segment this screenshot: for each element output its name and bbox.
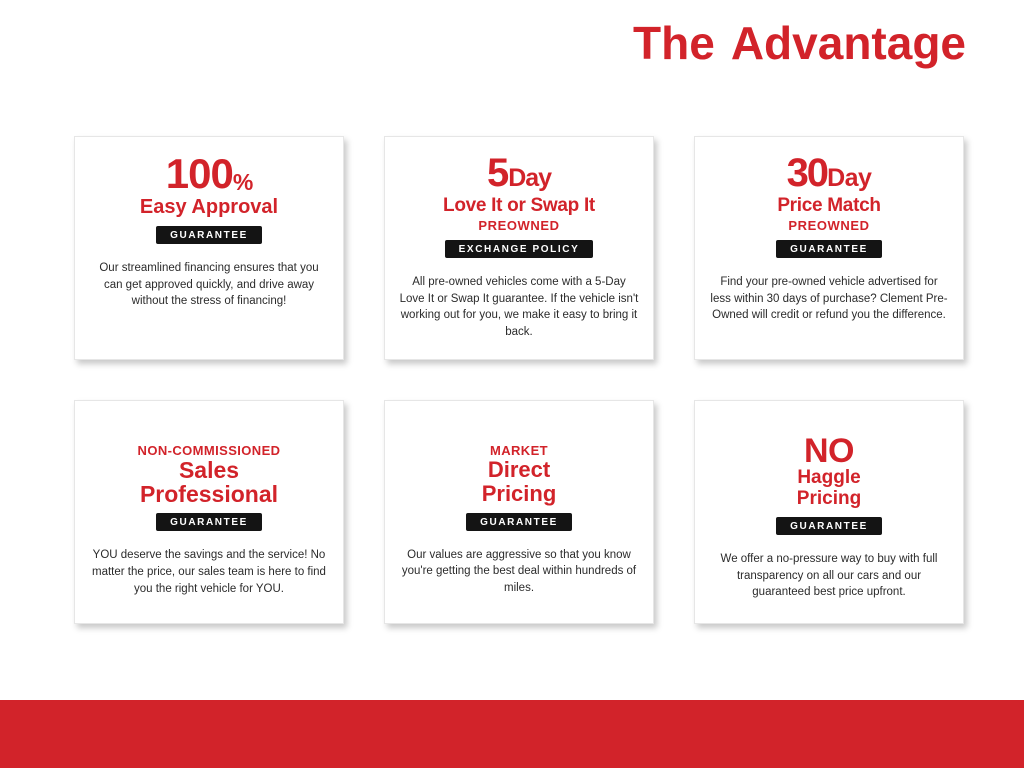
card-non-commissioned-sales[interactable] — [74, 400, 344, 624]
headline-number: 30 — [786, 151, 828, 195]
headline-number: 5 — [486, 151, 509, 195]
status-badge: GUARANTEE — [776, 240, 882, 258]
card-love-it-or-swap-it[interactable] — [384, 136, 654, 360]
card-easy-approval[interactable] — [74, 136, 344, 360]
card-body: All pre-owned vehicles come with a 5-Day Love It or Swap It guarantee. If the vehicle isn't working out for you, we make it easy to bring it back. — [399, 276, 639, 339]
card-headline — [482, 458, 557, 506]
card-body: Our values are aggressive so that you know you're getting the best deal within hundreds of miles. — [401, 548, 637, 594]
headline-line1: Direct — [487, 457, 551, 482]
card-body: We offer a no-pressure way to buy with full transparency on all our cars and our guaranteed best price upfront. — [720, 553, 938, 599]
status-badge: EXCHANGE POLICY — [445, 240, 594, 258]
card-body: Our streamlined financing ensures that you can get approved quickly, and drive away without the stress of financing! — [99, 262, 319, 308]
headline-percent: % — [232, 169, 253, 195]
card-subheadline: Price Match — [777, 195, 881, 216]
card-body: YOU deserve the savings and the service! No matter the price, our sales team is here to find you the right vehicle for YOU. — [92, 549, 326, 595]
card-no-haggle-pricing[interactable] — [694, 400, 964, 624]
card-kicker: PREOWNED — [788, 218, 870, 233]
headline-line2: Professional — [139, 481, 279, 508]
card-kicker: NON-COMMISSIONED — [137, 443, 281, 458]
card-price-match[interactable] — [694, 136, 964, 360]
card-subheadline: Easy Approval — [139, 196, 279, 218]
card-subheadline: Love It or Swap It — [443, 195, 595, 216]
advantage-card-grid — [74, 136, 964, 624]
card-headline — [140, 458, 278, 506]
page-header — [633, 16, 966, 70]
card-headline: NO — [804, 432, 854, 470]
status-badge: GUARANTEE — [156, 226, 262, 244]
card-headline — [487, 153, 551, 193]
headline-day: Day — [827, 164, 872, 192]
headline-line1: Haggle — [797, 467, 861, 489]
card-headline — [787, 153, 872, 193]
card-market-direct-pricing[interactable] — [384, 400, 654, 624]
headline-line1: Sales — [178, 457, 240, 483]
headline-number: 100 — [165, 150, 233, 197]
card-body: Find your pre-owned vehicle advertised for less within 30 days of purchase? Clement Pre-Owned will credit or refund you the difference. — [710, 276, 948, 322]
card-subheadline — [797, 468, 861, 510]
status-badge: GUARANTEE — [776, 517, 882, 535]
page-title-part2: Advantage — [730, 17, 966, 69]
headline-line2: Pricing — [481, 480, 557, 506]
headline-day: Day — [508, 164, 552, 192]
footer-bar — [0, 700, 1024, 768]
page-title-part1: The — [633, 17, 715, 69]
status-badge: GUARANTEE — [156, 513, 262, 531]
card-headline — [165, 150, 253, 197]
status-badge: GUARANTEE — [466, 513, 572, 531]
card-kicker: PREOWNED — [478, 218, 560, 233]
headline-line2: Pricing — [796, 488, 862, 510]
page-title — [633, 16, 966, 70]
card-kicker: MARKET — [489, 443, 548, 458]
